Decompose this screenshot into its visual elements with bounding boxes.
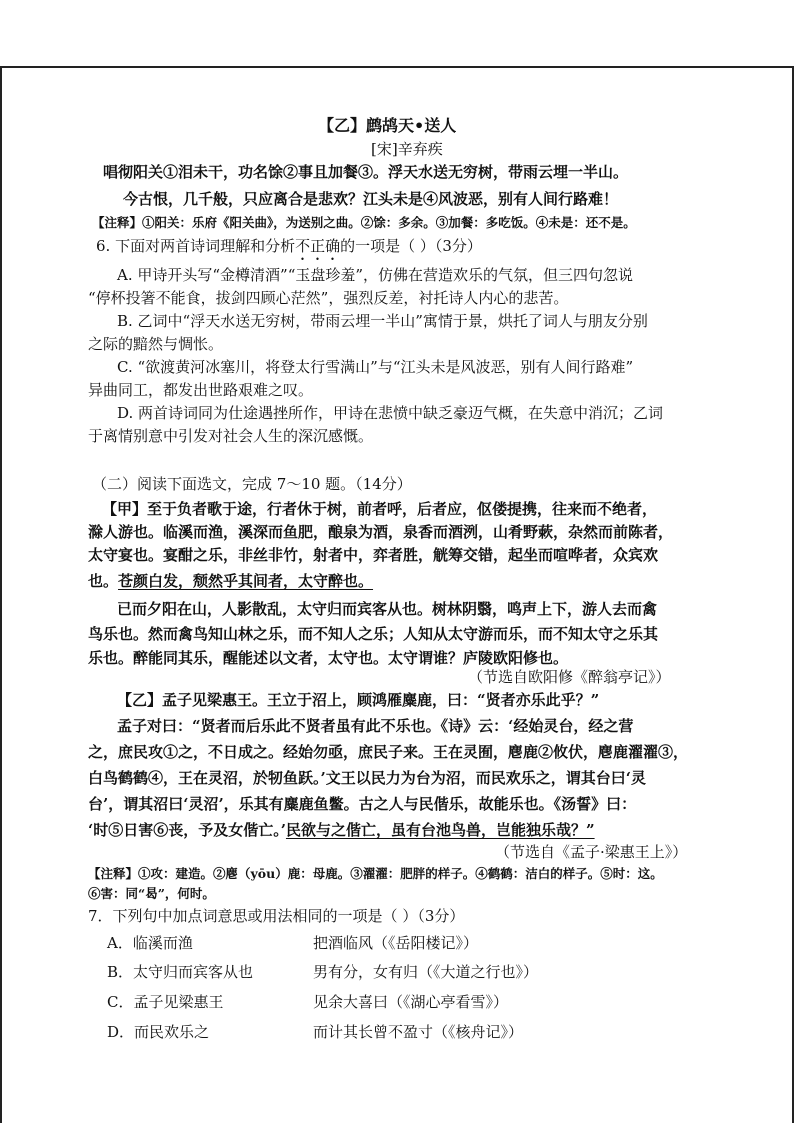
yi-underlined-sentence: 民欲与之偕亡，虽有台池鸟兽，岂能独乐哉？” (285, 821, 595, 839)
question-7-option-c-compare: 见余大喜曰（《湖心亭看雪》） (313, 993, 509, 1011)
poem-title: 【乙】鹧鸪天•送人 (318, 116, 457, 135)
jia-line-3: 太守宴也。宴酣之乐，非丝非竹，射者中，弈者胜，觥筹交错，起坐而喧哗者，众宾欢 (88, 546, 659, 564)
question-6-option-d-line2: 于离情别意中引发对社会人生的深沉感慨。 (88, 427, 374, 445)
poem-line-2: 今古恨，几千般，只应离合是悲欢？江头未是④风波恶，别有人间行路难！ (123, 190, 619, 208)
jia-line-2: 滁人游也。临溪而渔，溪深而鱼肥，酿泉为酒，泉香而酒洌，山肴野蔌，杂然而前陈者， (88, 523, 674, 541)
question-7-option-b-compare: 男有分，女有归（《大道之行也》） (313, 963, 539, 981)
yi-line-2: 孟子对曰：“贤者而后乐此不贤者虽有此不乐也。《诗》云：‘经始灵台，经之营 (117, 717, 634, 735)
jia-line-7: 乐也。醉能同其乐，醒能述以文者，太守也。太守谓谁？庐陵欧阳修也。 (88, 649, 569, 667)
question-7-option-c: C．孟子见梁惠王 (107, 993, 224, 1011)
question-6-option-c-line1: C. “欲渡黄河冰塞川，将登太行雪满山”与“江头未是风波恶，别有人间行路难” (117, 358, 634, 376)
question-6-option-b-line2: 之际的黯然与惆怅。 (88, 335, 224, 353)
yi-line-3: 之，庶民攻①之，不日成之。经始勿亟，庶民子来。王在灵囿，麀鹿②攸伏，麀鹿濯濯③， (88, 743, 689, 761)
question-7-option-d: D．而民欢乐之 (107, 1023, 210, 1041)
question-6-emphasis: 不正确 (295, 237, 341, 255)
question-6-option-a-line1: A. 甲诗开头写“金樽清酒”“玉盘珍羞”，仿佛在营造欢乐的气氛，但三四句忽说 (117, 266, 634, 284)
poem-author: [宋]辛弃疾 (371, 140, 443, 158)
jia-line-6: 鸟乐也。然而禽鸟知山林之乐，而不知人之乐；人知从太守游而乐，而不知太守之乐其 (88, 625, 659, 643)
jia-line-4 (88, 571, 373, 591)
poem-notes: 【注释】①阳关：乐府《阳关曲》，为送别之曲。②馀：多余。③加餐：多吃饭。④未是：还不是。 (92, 215, 636, 230)
question-7-option-a-compare: 把酒临风（《岳阳楼记》） (313, 934, 479, 952)
question-7-option-a: A．临溪而渔 (107, 934, 193, 952)
question-6-option-a-line2: “停杯投箸不能食，拔剑四顾心茫然”，强烈反差，衬托诗人内心的悲苦。 (88, 289, 569, 307)
question-6-stem-part2: 的一项是（ ）（3分） (340, 237, 482, 255)
page-border-top (0, 66, 794, 68)
section-2-notes-line-1: 【注释】①攻：建造。②麀（yōu）鹿：母鹿。③濯濯：肥胖的样子。④鹤鹤：洁白的样子。⑤时：这。 (88, 866, 663, 881)
jia-line-4-start: 也。 (88, 572, 119, 590)
jia-underlined-sentence: 苍颜白发，颓然乎其间者，太守醉也。 (118, 572, 374, 590)
yi-line-4: 白鸟鹤鹤④，王在灵沼，於牣鱼跃。’文王以民力为台为沼，而民欢乐之，谓其台曰‘灵 (88, 769, 646, 787)
question-6-stem (96, 236, 482, 264)
question-7-option-d-compare: 而计其长曾不盈寸（《核舟记》） (313, 1023, 524, 1041)
question-7-option-b: B．太守归而宾客从也 (107, 963, 254, 981)
jia-source: （节选自欧阳修《醉翁亭记》） (468, 668, 671, 686)
yi-line-1: 【乙】孟子见梁惠王。王立于沼上，顾鸿雁麋鹿，曰：“贤者亦乐此乎？” (117, 691, 600, 709)
jia-line-1: 【甲】至于负者歌于途，行者休于树，前者呼，后者应，伛偻提携，往来而不绝者， (102, 500, 658, 518)
question-6-option-b-line1: B. 乙词中“浮天水送无穷树，带雨云埋一半山”寓情于景，烘托了词人与朋友分别 (117, 312, 648, 330)
section-2-heading: （二）阅读下面选文，完成 7～10 题。（14分） (92, 475, 412, 493)
yi-line-5: 台’，谓其沼曰‘灵沼’，乐其有麋鹿鱼鳖。古之人与民偕乐，故能乐也。《汤誓》曰： (88, 795, 637, 813)
question-6-stem-part1: 6. 下面对两首诗词理解和分析 (96, 237, 296, 255)
jia-line-5: 已而夕阳在山，人影散乱，太守归而宾客从也。树林阴翳，鸣声上下，游人去而禽 (117, 600, 658, 618)
poem-line-1: 唱彻阳关①泪未干，功名馀②事且加餐③。浮天水送无穷树，带雨云埋一半山。 (103, 163, 629, 181)
yi-line-6 (88, 820, 595, 840)
question-7-stem: 7．下列句中加点词意思或用法相同的一项是（ ）（3分） (88, 907, 465, 925)
question-6-option-c-line2: 异曲同工，都发出世路艰难之叹。 (88, 381, 314, 399)
page-border-left (0, 66, 2, 1123)
yi-source: （节选自《孟子·梁惠王上》） (495, 843, 688, 861)
question-6-option-d-line1: D. 两首诗词同为仕途遇挫所作，甲诗在悲愤中缺乏豪迈气概，在失意中消沉；乙词 (117, 404, 664, 422)
section-2-notes-line-2: ⑥害：同“曷”，何时。 (88, 886, 215, 901)
yi-line-6-start: ‘时⑤日害⑥丧，予及女偕亡。’ (88, 821, 286, 839)
